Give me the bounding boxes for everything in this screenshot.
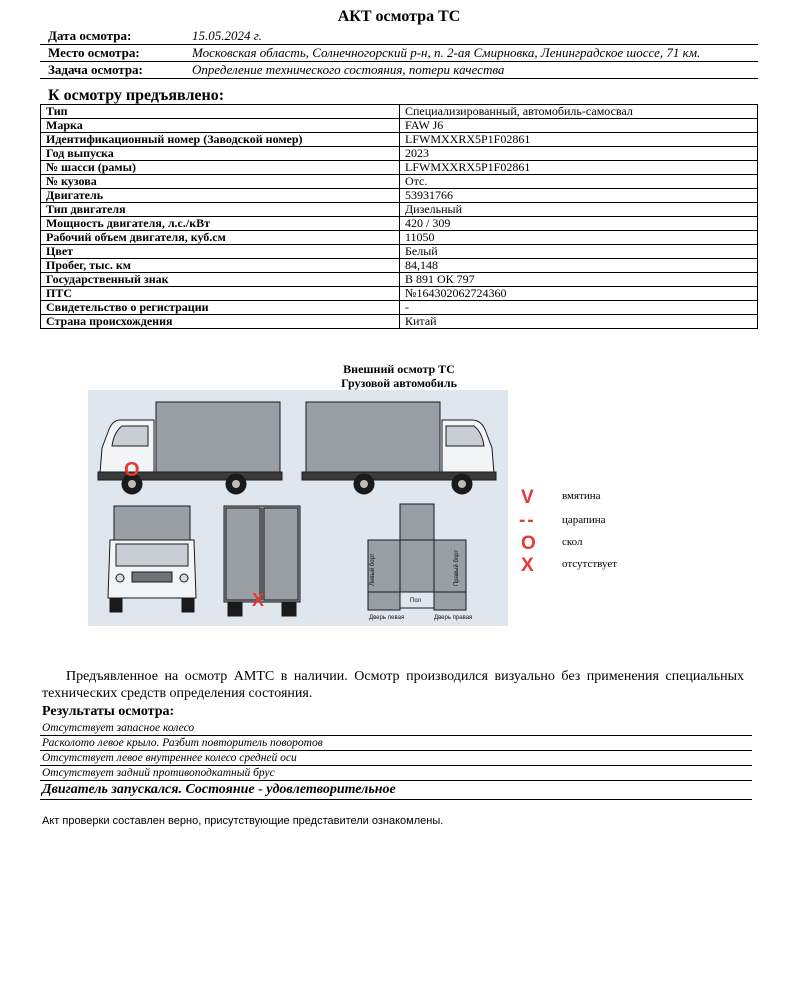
place-value: Московская область, Солнечногорский р-н, п. 2-ая Смирновка, Ленинградское шоссе, 71 км. xyxy=(192,45,701,60)
spec-key: Страна происхождения xyxy=(41,315,400,329)
label-left-side: Левый борт xyxy=(370,553,376,586)
unfold-front-wall xyxy=(400,504,434,540)
label-right-side: Правый борт xyxy=(454,549,460,586)
front-headlight-left xyxy=(116,574,124,582)
rear-wheel-l xyxy=(228,602,242,616)
table-row xyxy=(41,203,758,217)
front-cargo-top xyxy=(114,506,190,540)
table-row xyxy=(41,245,758,259)
unfold-door-left xyxy=(368,592,400,610)
spec-key: Рабочий объем двигателя, куб.см xyxy=(41,231,400,245)
front-wheel-l xyxy=(110,598,122,612)
spec-value: 53931766 xyxy=(400,189,758,203)
table-row xyxy=(41,105,758,119)
spec-value: LFWMXXRX5P1F02861 xyxy=(400,133,758,147)
table-row xyxy=(41,315,758,329)
spec-key: ПТС xyxy=(41,287,400,301)
result-text: Отсутствует левое внутреннее колесо средней оси xyxy=(42,752,297,764)
front-windshield xyxy=(116,544,188,566)
front-grille xyxy=(132,572,172,582)
table-row xyxy=(41,273,758,287)
front-wheel-r xyxy=(182,598,194,612)
spec-key: Пробег, тыс. км xyxy=(41,259,400,273)
result-text: Отсутствует задний противоподкатный брус xyxy=(42,767,275,779)
engine-status-text: Двигатель запускался. Состояние - удовлетворительное xyxy=(42,782,396,797)
cargo-box-left xyxy=(156,402,280,472)
legend-text: вмятина xyxy=(562,490,601,502)
spec-key: Цвет xyxy=(41,245,400,259)
header-row-task xyxy=(40,61,758,79)
date-value: 15.05.2024 г. xyxy=(192,28,262,43)
label-door-left: Дверь левая xyxy=(369,615,405,621)
legend-item-scratch xyxy=(518,510,648,530)
result-item xyxy=(40,736,752,751)
place-label: Место осмотра: xyxy=(48,45,140,60)
footer-note: Акт проверки составлен верно, присутствующие представители ознакомлены. xyxy=(42,815,444,827)
legend-item-missing xyxy=(518,554,648,574)
spec-value: FAW J6 xyxy=(400,119,758,133)
scratch-mark-icon xyxy=(518,510,544,530)
front-headlight-right xyxy=(180,574,188,582)
diagram-title-line1: Внешний осмотр ТС xyxy=(343,362,455,376)
table-row xyxy=(41,175,758,189)
svg-text:O: O xyxy=(521,533,536,552)
header-row-date xyxy=(40,27,758,45)
spec-value: Отс. xyxy=(400,175,758,189)
legend-item-dent xyxy=(518,486,648,506)
unfold-door-right xyxy=(434,592,466,610)
spec-value: Специализированный, автомобиль-самосвал xyxy=(400,105,758,119)
diagram-title-line2: Грузовой автомобиль xyxy=(341,376,457,390)
spec-key: Мощность двигателя, л.с./кВт xyxy=(41,217,400,231)
inspection-statement: Предъявленное на осмотр АМТС в наличии. Осмотр производился визуально без применения специальных технических средств определения состояния. xyxy=(42,669,744,701)
table-row xyxy=(41,161,758,175)
chip-mark-icon xyxy=(518,532,544,552)
spec-key: Свидетельство о регистрации xyxy=(41,301,400,315)
spec-value: Белый xyxy=(400,245,758,259)
task-label: Задача осмотра: xyxy=(48,62,143,77)
table-row xyxy=(41,287,758,301)
table-row xyxy=(41,259,758,273)
spec-key: Идентификационный номер (Заводской номер) xyxy=(41,133,400,147)
svg-text:V: V xyxy=(521,487,534,506)
spec-value: 11050 xyxy=(400,231,758,245)
presented-section-title: К осмотру предъявлено: xyxy=(48,87,225,104)
table-row xyxy=(41,133,758,147)
spec-value: Дизельный xyxy=(400,203,758,217)
table-row xyxy=(41,231,758,245)
legend-item-chip xyxy=(518,532,648,552)
table-row xyxy=(41,189,758,203)
result-text: Отсутствует запасное колесо xyxy=(42,722,195,734)
diagram-title xyxy=(0,362,798,390)
spec-key: Двигатель xyxy=(41,189,400,203)
table-row xyxy=(41,119,758,133)
truck-scheme-diagram xyxy=(88,390,508,626)
truck-front-view xyxy=(108,506,196,612)
rear-wheel-r xyxy=(282,602,296,616)
date-label: Дата осмотра: xyxy=(48,28,132,43)
engine-status xyxy=(40,781,752,800)
spec-key: № шасси (рамы) xyxy=(41,161,400,175)
legend-text: скол xyxy=(562,536,583,548)
missing-mark-rear-view: X xyxy=(252,590,265,610)
results-title: Результаты осмотра: xyxy=(42,704,175,719)
table-row xyxy=(41,301,758,315)
legend-text: царапина xyxy=(562,514,606,526)
spec-value: LFWMXXRX5P1F02861 xyxy=(400,161,758,175)
result-text: Расколото левое крыло. Разбит повторитель поворотов xyxy=(42,737,323,749)
task-value: Определение технического состояния, потери качества xyxy=(192,62,505,77)
spec-value: 420 / 309 xyxy=(400,217,758,231)
result-item xyxy=(40,766,752,781)
missing-mark-icon xyxy=(518,554,544,574)
spec-value: 2023 xyxy=(400,147,758,161)
label-door-right: Дверь правая xyxy=(434,615,473,621)
spec-key: Марка xyxy=(41,119,400,133)
spec-key: Тип xyxy=(41,105,400,119)
table-row xyxy=(41,217,758,231)
spec-value: Китай xyxy=(400,315,758,329)
result-item xyxy=(40,751,752,766)
spec-value: - xyxy=(400,301,758,315)
spec-key: Год выпуска xyxy=(41,147,400,161)
svg-text:X: X xyxy=(521,555,534,574)
document-title: АКТ осмотра ТС xyxy=(337,8,461,25)
cargo-box-right xyxy=(306,402,440,472)
svg-text:--: -- xyxy=(519,510,536,530)
label-floor: Пол xyxy=(410,598,422,604)
legend-text: отсутствует xyxy=(562,558,618,570)
table-row xyxy=(41,147,758,161)
spec-key: № кузова xyxy=(41,175,400,189)
spec-value: 84,148 xyxy=(400,259,758,273)
spec-key: Тип двигателя xyxy=(41,203,400,217)
spec-value: №164302062724360 xyxy=(400,287,758,301)
unfold-right-side xyxy=(434,540,466,592)
spec-value: В 891 ОК 797 xyxy=(400,273,758,287)
chip-mark-left-view: O xyxy=(124,459,140,481)
dent-mark-icon xyxy=(518,486,544,506)
vehicle-spec-table xyxy=(40,104,758,329)
header-row-place xyxy=(40,44,758,62)
damage-legend xyxy=(518,486,648,578)
result-item xyxy=(40,721,752,736)
unfold-roof xyxy=(400,540,434,592)
spec-key: Государственный знак xyxy=(41,273,400,287)
